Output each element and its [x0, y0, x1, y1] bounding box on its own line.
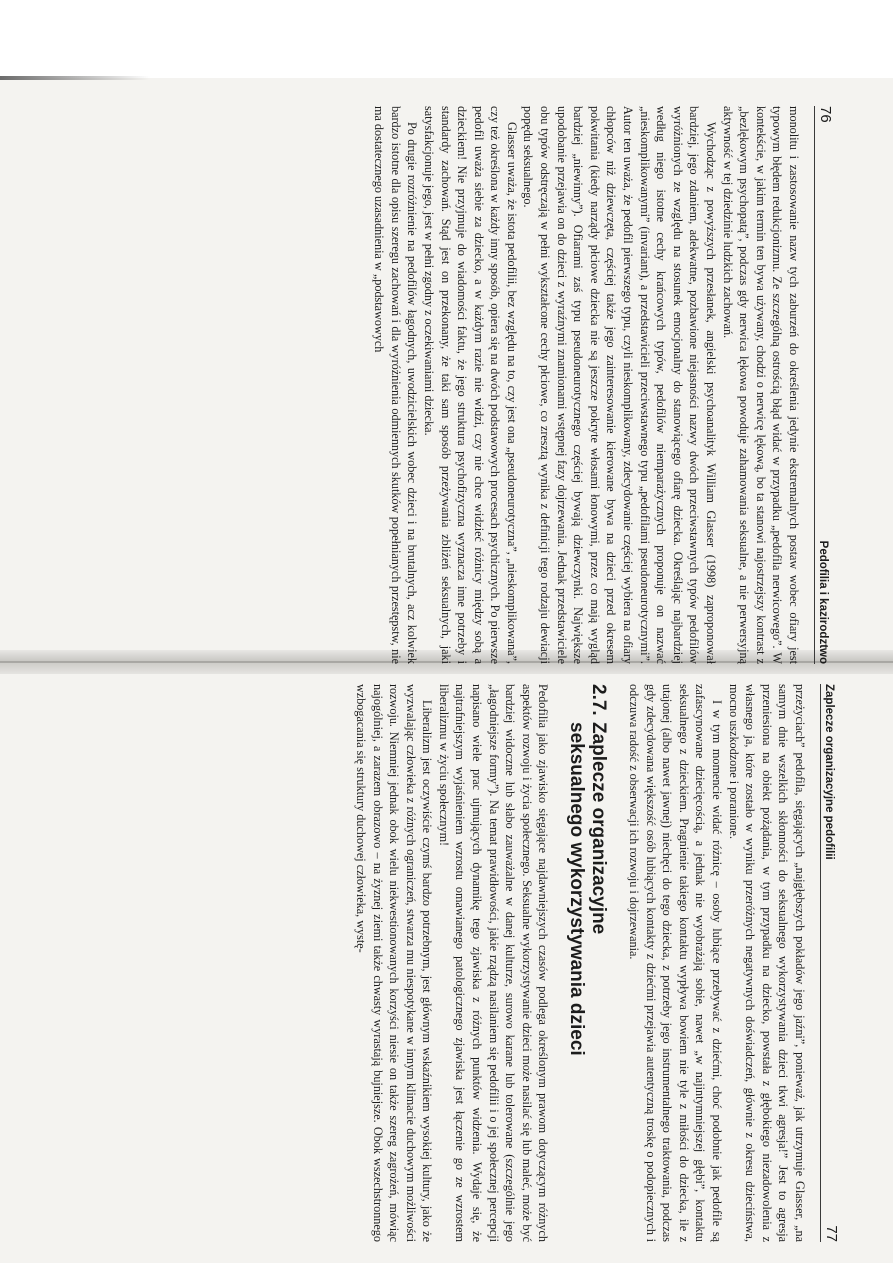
right-page-number: 77 — [823, 1225, 840, 1242]
right-running-head: Zaplecze organizacyjne pedofilii — [823, 684, 835, 860]
right-paragraph-4: Liberalizm jest oczywiście czymś bardzo potrzebnym, jest głównym wskaźnikiem wysokiej kultury, jako że wyzwalając człowieka z różnych ograniczeń, stwarza mu niespotykane w innym klimacie duchowym możliwości rozwoju. Niemniej jednak obok wielu niekwestionowanych korzyści niesie on także szereg zagrożeń, mówiąc najogólniej, a zarazem obrazowo – na żyznej ziemi także chwasty wyrastają bujniejsze. Obok wszechstronnego wzbogacania się struktury duchowej człowieka, wystę- — [353, 684, 435, 1242]
left-paragraph-1: monolitu i zastosowanie nazw tych zaburzeń do określenia jedynie ekstremalnych postaw wobec ofiary jest typowym błędem redukcjonizmu. Ze szczególną ostrością błąd widać w przypadku „pedofila nerwicowego”. W kontekście, w jakim termin ten bywa używany, chodzi o nerwicę lękową, bo ta stanowi najostrzejszy kontrast z „bezlękowym psychopatą”, podczas gdy nerwica lękowa powoduje zahamowania seksualne, a nie perwersyjną aktywność w tej dziedzinie ludzkich zachowań. — [720, 106, 801, 664]
right-paragraph-1: przeżyciach” pedofila, sięgających „najgłębszych pokładów jego jaźni”, ponieważ, jak utrzymuje Glasser, „na samym dnie wszelkich skłonności do seksualnego wykorzystywania dzieci tkwi agresja!” Jest to agresja przeniesiona na obiekt pożądania, w tym przypadku na dziecko, powstała z głębokiego niezadowolenia z własnego ja, które zostało w wyniku przeróżnych negatywnych doświadczeń, głównie z okresu dzieciństwa, mocno uszkodzone i poranione. — [726, 684, 807, 1242]
left-page-number: 76 — [817, 106, 834, 123]
right-paragraph-3: Pedofilia jako zjawisko sięgające najdawniejszych czasów podlega określonym prawom dotyczącym różnych aspektów rozwoju i życia społecznego. Seksualne wykorzystywanie dzieci może nasilać się lub maleć, może być bardziej widoczne lub słabo zauważalne w danej kulturze, surowo karane lub tolerowane (szczególnie jego „łagodniejsze formy”). Na temat prawidłowości, jakie rządzą nasilaniem się pedofilii i o jej społecznej percepcji napisano wiele prac ujmujących dynamikę tego zjawiska z różnych punktów widzenia. Wydaje się, że najtrafniejszym wyjaśnieniem wzrostu omawianego patologicznego zjawiska jest łączenie go ze wzrostem liberalizmu w życiu społecznym! — [436, 684, 551, 1242]
section-title — [565, 722, 609, 1056]
section-title-line-1: Zaplecze organizacyjne — [588, 722, 610, 935]
right-paragraph-2: I w tym momencie widać różnicę – osoby lubiące przebywać z dziećmi, choć podobnie jak pedofile są zafascynowane dziecięcością, a jednak nie wyobrażają sobie, nawet „w najintymniejszej głębi”, kontaktu seksualnego z dzieckiem. Pragnienie takiego kontaktu wypływa bowiem nie tyle z miłości do dziecka, ile z utajonej (albo nawet jawnej) niechęci do tego dziecka, z potrzeby jego instrumentalnego traktowania, podczas gdy zdecydowana większość osób lubiących kontakty z dziećmi przejawia autentyczną troskę o podopiecznych i odczuwa radość z obserwacji ich rozwoju i dojrzewania. — [627, 684, 725, 1242]
section-number: 2.7. — [588, 684, 610, 716]
left-page — [80, 100, 839, 670]
right-page-header — [820, 684, 845, 1242]
left-paragraph-3: Glasser uważa, że istota pedofilii, bez względu na to, czy jest ona „pseudoneurotyczna”, „nieskomplikowana”, czy też określona w każdy inny sposób, opiera się na dwóch podstawowych procesach psychicznych. Po pierwsze pedofil uważa siebie za dziecko, a w każdym razie nie widzi, czy nie chce widzieć różnicy między sobą a dzieckiem! Nie przyjmuje do wiadomości faktu, że jego struktura psychofizyczna wyznacza inne potrzeby i standardy zachowań. Stąd jest on przekonany, że taki sam sposób przeżywania zbliżeń seksualnych, jaki satysfakcjonuje jego, jest w pełni zgodny z oczekiwaniami dziecka. — [421, 106, 519, 664]
right-page — [88, 678, 845, 1248]
section-title-line-2: seksualnego wykorzystywania dzieci — [566, 722, 588, 1056]
left-paragraph-2: Wychodząc z powyższych przesłanek, angielski psychoanalityk William Glasser (1998) zaproponował bardziej, jego zdaniem, adekwatne, pozbawione niejasności nazwy dwóch przeciwstawnych typów pedofilów wyróżnionych ze względu na stosunek emocjonalny do stanowiącego ofiarę dziecka. Określając najbardziej według niego istotne cechy krańcowych typów, pedofilów niemparażycznych proponuje on nazwać „nieskomplikowanymi” (invariant), a przedstawicieli przeciwstawnego typu „pedofilami pseudoneurotycznymi”. Autor ten uważa, że pedofil pierwszego typu, czyli nieskomplikowany, zdecydowanie częściej wybiera na ofiary chłopców niż dziewczęta, częściej także jego zainteresowanie kierowane bywa na dzieci przed okresem pokwitania (kiedy narządy płciowe dziecka nie są jeszcze pokryte włosami łonowymi, przez co mają wygląd bardziej „niewinny”). Ofiarami zaś typu pseudoneurotycznego częściej bywają dziewczynki. Największe upodobanie przejawia on do dzieci z wyraźnymi znamionami wstępnej fazy dojrzewania. Jednak przedstawiciele obu typów odstręczają w pełni wykształcone cechy płciowe, co zresztą wynika z definicji tego rodzaju dewiacji popędu seksualnego. — [521, 106, 719, 664]
scan-edge-shadow — [0, 76, 150, 80]
left-page-header — [814, 106, 839, 664]
left-paragraph-4: Po drugie rozróżnienie na pedofilów łagodnych, uwodzicielskich wobec dzieci i na brutalnych, acz kolwiek bardzo istotne dla opisu szeregu zachowań i dla wyróżnienia odmiennych skutków popełnianych przestępstw, nie ma dostatecznego uzasadnienia w „podstawowych — [372, 106, 420, 664]
section-heading — [565, 684, 609, 1242]
left-running-head: Pedofilia i kazirodztwo — [817, 540, 829, 664]
scan-margin — [0, 0, 893, 78]
